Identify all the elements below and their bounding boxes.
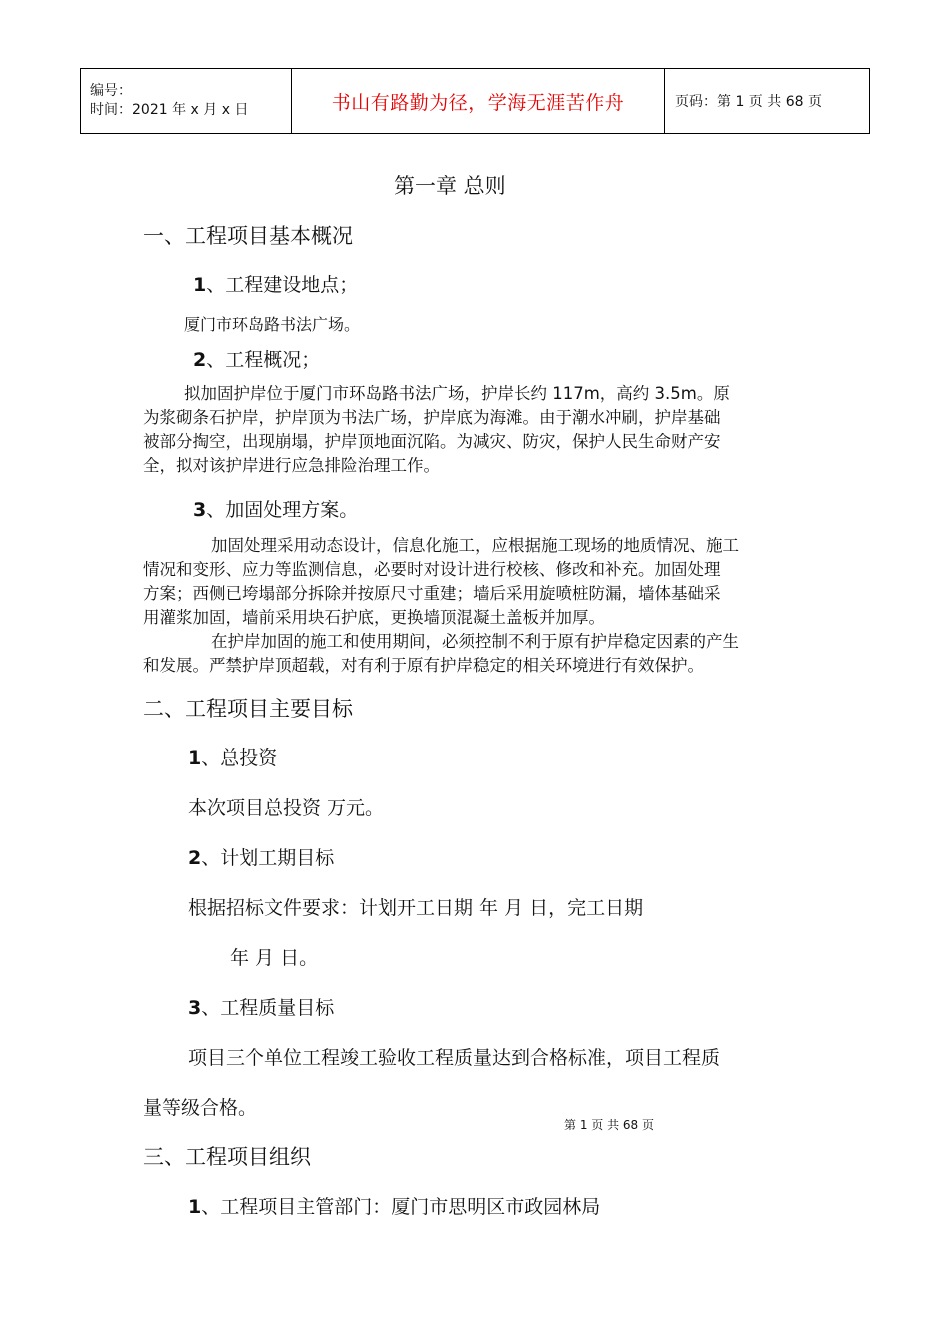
paragraph-line: 为浆砌条石护岸，护岸顶为书法广场，护岸底为海滩。由于潮水冲刷，护岸基础	[143, 408, 721, 427]
page-footer: 第 1 页 共 68 页	[564, 1118, 654, 1132]
paragraph-line: 全，拟对该护岸进行应急排险治理工作。	[143, 456, 440, 475]
section2-item3-line1: 项目三个单位工程竣工验收工程质量达到合格标准，项目工程质	[188, 1047, 721, 1069]
motto: 书山有路勤为径，学海无涯苦作舟	[292, 69, 665, 134]
paragraph-line: 用灌浆加固，墙前采用块石护底，更换墙顶混凝土盖板并加厚。	[143, 608, 605, 627]
section2-item2-heading	[188, 843, 334, 870]
section3-item1-title: 、工程项目主管部门：厦门市思明区市政园林局	[201, 1196, 601, 1218]
section2-item3-title: 、工程质量目标	[201, 997, 335, 1019]
section1-item3-title: 、加固处理方案。	[206, 499, 359, 521]
section1-item1-title: 、工程建设地点；	[206, 274, 359, 296]
section1-item2-num: 2	[193, 349, 207, 371]
header-table	[80, 68, 870, 134]
section3-item1-num: 1	[188, 1196, 202, 1218]
paragraph-line: 情况和变形、应力等监测信息，必要时对设计进行校核、修改和补充。加固处理	[143, 560, 721, 579]
section1-item1-num: 1	[193, 274, 207, 296]
section1-item2-heading	[193, 345, 320, 372]
section2-item3-heading	[188, 993, 334, 1020]
section3-title: 三、工程项目组织	[143, 1145, 311, 1169]
section2-item2-num: 2	[188, 847, 202, 869]
paragraph-line: 被部分掏空，出现崩塌，护岸顶地面沉陷。为减灾、防灾，保护人民生命财产安	[143, 432, 721, 451]
chapter-title: 第一章 总则	[394, 174, 506, 198]
section2-item1-content: 本次项目总投资 万元。	[188, 797, 385, 819]
number-label: 编号：	[90, 83, 132, 99]
time-label: 时间：2021 年 x 月 x 日	[90, 102, 249, 118]
section1-item3-paragraph	[143, 534, 739, 678]
section1-item1-content: 厦门市环岛路书法广场。	[184, 315, 361, 334]
section2-title: 二、工程项目主要目标	[143, 697, 353, 721]
section1-title: 一、工程项目基本概况	[143, 224, 353, 248]
paragraph-line: 和发展。严禁护岸顶超载，对有利于原有护岸稳定的相关环境进行有效保护。	[143, 656, 704, 675]
section2-item1-title: 、总投资	[201, 747, 278, 769]
section1-item2-paragraph	[143, 382, 730, 478]
section2-item3-num: 3	[188, 997, 202, 1019]
paragraph-line: 方案；西侧已垮塌部分拆除并按原尺寸重建；墙后采用旋喷桩防漏，墙体基础采	[143, 584, 721, 603]
paragraph-line: 拟加固护岸位于厦门市环岛路书法广场，护岸长约 117m，高约 3.5m。原	[184, 384, 730, 403]
paragraph-line: 加固处理采用动态设计，信息化施工，应根据施工现场的地质情况、施工	[211, 536, 739, 555]
section2-item1-num: 1	[188, 747, 202, 769]
section1-item2-title: 、工程概况；	[206, 349, 321, 371]
section1-item3-heading	[193, 495, 358, 522]
section2-item2-line2: 年 月 日。	[230, 947, 319, 969]
page-label: 页码：第 1 页 共 68 页	[665, 69, 870, 134]
section2-item2-line1: 根据招标文件要求：计划开工日期 年 月 日，完工日期	[188, 897, 644, 919]
section1-item3-num: 3	[193, 499, 207, 521]
section3-item1-heading	[188, 1192, 600, 1219]
section2-item1-heading	[188, 743, 277, 770]
section2-item3-line2: 量等级合格。	[143, 1097, 258, 1119]
paragraph-line: 在护岸加固的施工和使用期间，必须控制不利于原有护岸稳定因素的产生	[211, 632, 739, 651]
section1-item1-heading	[193, 270, 358, 297]
header-meta-cell	[81, 69, 292, 134]
section2-item2-title: 、计划工期目标	[201, 847, 335, 869]
